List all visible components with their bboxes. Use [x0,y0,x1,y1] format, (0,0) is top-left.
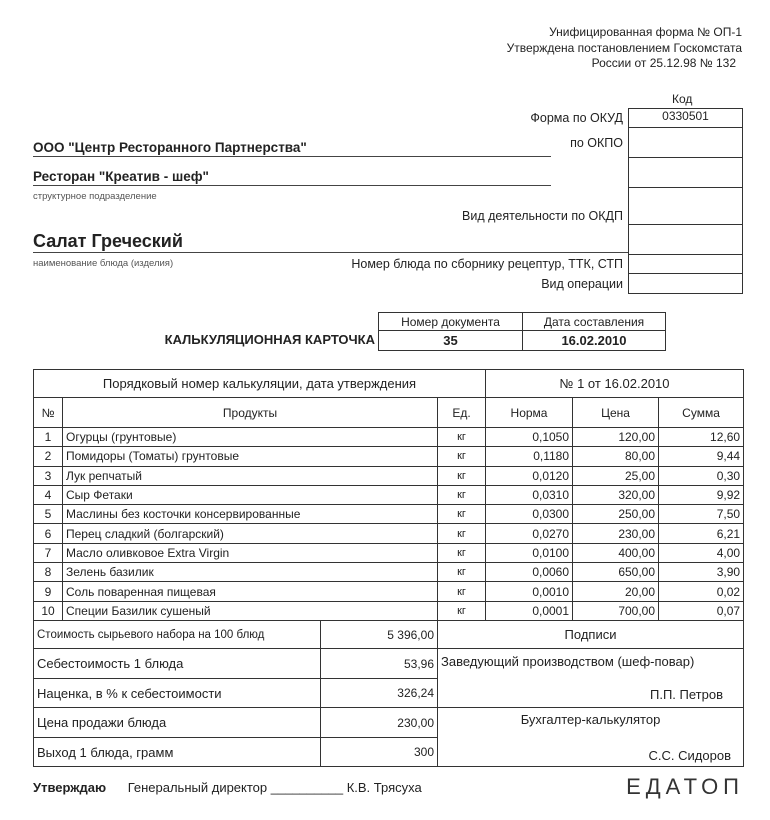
product-name: Специи Базилик сушеный [63,601,438,620]
price: 25,00 [573,466,659,485]
doc-number: 35 [379,331,523,351]
sum: 9,92 [659,485,744,504]
unit: кг [438,505,486,524]
okpo-label: по ОКПО [570,136,623,150]
norm: 0,0100 [486,543,573,562]
sum: 0,07 [659,601,744,620]
product-name: Маслины без косточки консервированные [63,505,438,524]
total-label: Себестоимость 1 блюда [34,649,321,679]
norm: 0,0010 [486,582,573,601]
norm: 0,0300 [486,505,573,524]
price: 20,00 [573,582,659,601]
doc-date: 16.02.2010 [523,331,666,351]
unit: кг [438,428,486,447]
totals-table [33,620,744,767]
doc-title: КАЛЬКУЛЯЦИОННАЯ КАРТОЧКА [164,332,375,347]
okdp-value [629,188,742,225]
row-number: 4 [34,485,63,504]
product-name: Перец сладкий (болгарский) [63,524,438,543]
code-title: Код [672,92,693,106]
col-header: № [34,398,63,428]
dish-no-label: Номер блюда по сборнику рецептур, ТТК, СТП [351,257,623,271]
director-name: К.В. Трясуха [346,780,422,795]
row-number: 7 [34,543,63,562]
director-role: Генеральный директор [127,780,268,795]
total-value: 326,24 [321,679,438,708]
product-name: Огурцы (грунтовые) [63,428,438,447]
table-row [34,485,744,504]
org-name: ООО "Центр Ресторанного Партнерства" [33,140,307,155]
form-approval: Утверждена постановлением Госкомстата [506,40,742,55]
total-value: 53,96 [321,649,438,679]
calc-value: № 1 от 16.02.2010 [486,370,744,398]
sum: 9,44 [659,447,744,466]
operation-label: Вид операции [541,277,623,291]
accountant-signature [438,708,744,767]
table-row [34,447,744,466]
total-label: Наценка, в % к себестоимости [34,679,321,708]
table-header [34,398,744,428]
form-number: Унифицированная форма № ОП-1 [549,25,742,39]
product-name: Зелень базилик [63,563,438,582]
chef-signature [438,649,744,708]
divider [33,156,551,157]
accountant-role: Бухгалтер-калькулятор [520,712,661,727]
price: 250,00 [573,505,659,524]
division-caption: структурное подразделение [33,191,157,202]
row-number: 2 [34,447,63,466]
sum: 0,30 [659,466,744,485]
price: 700,00 [573,601,659,620]
unit: кг [438,524,486,543]
unit: кг [438,466,486,485]
unit: кг [438,543,486,562]
chef-name: П.П. Петров [650,687,723,702]
sum: 3,90 [659,563,744,582]
row-number: 3 [34,466,63,485]
table-row [34,543,744,562]
table-row [34,428,744,447]
okpo-value [629,128,742,158]
sum: 7,50 [659,505,744,524]
col-header: Сумма [659,398,744,428]
approval-line [33,780,422,795]
accountant-name: С.С. Сидоров [648,748,731,763]
row-number: 9 [34,582,63,601]
unit: кг [438,582,486,601]
chef-role: Заведующий производством (шеф-повар) [441,654,695,669]
total-value: 230,00 [321,708,438,738]
col-header: Продукты [63,398,438,428]
sum: 6,21 [659,524,744,543]
row-number: 8 [34,563,63,582]
doc-date-label: Дата составления [523,313,666,331]
code-box [628,108,743,294]
unit: кг [438,563,486,582]
total-label: Стоимость сырьевого набора на 100 блюд [34,621,321,649]
product-name: Лук репчатый [63,466,438,485]
dish-caption: наименование блюда (изделия) [33,258,174,269]
norm: 0,0120 [486,466,573,485]
price: 400,00 [573,543,659,562]
price: 320,00 [573,485,659,504]
brand-logo: ЕДАТОП [626,774,744,799]
norm: 0,1180 [486,447,573,466]
table-row [34,582,744,601]
division-name: Ресторан "Креатив - шеф" [33,169,209,184]
price: 120,00 [573,428,659,447]
divider [33,185,551,186]
table-row [34,466,744,485]
norm: 0,0270 [486,524,573,543]
sum: 12,60 [659,428,744,447]
unit: кг [438,485,486,504]
row-number: 10 [34,601,63,620]
table-row [34,505,744,524]
col-header: Норма [486,398,573,428]
norm: 0,0001 [486,601,573,620]
sum: 0,02 [659,582,744,601]
norm: 0,0060 [486,563,573,582]
signatures-title: Подписи [438,621,744,649]
dish-name: Салат Греческий [33,231,183,251]
price: 650,00 [573,563,659,582]
sum: 4,00 [659,543,744,562]
approve-label: Утверждаю [33,780,107,795]
unit: кг [438,601,486,620]
col-header: Ед. [438,398,486,428]
code-cell [629,158,742,188]
table-row [34,601,744,620]
products-table [33,369,744,621]
product-name: Сыр Фетаки [63,485,438,504]
code-cell [629,225,742,255]
okud-label: Форма по ОКУД [530,111,623,125]
product-name: Помидоры (Томаты) грунтовые [63,447,438,466]
form-approval-date: России от 25.12.98 № 132 [591,56,736,70]
divider [33,252,628,253]
form-header [507,25,742,72]
operation-value [629,274,742,293]
table-row [34,563,744,582]
norm: 0,0310 [486,485,573,504]
product-name: Масло оливковое Extra Virgin [63,543,438,562]
total-label: Выход 1 блюда, грамм [34,738,321,767]
row-number: 1 [34,428,63,447]
total-label: Цена продажи блюда [34,708,321,738]
doc-number-label: Номер документа [379,313,523,331]
product-name: Соль поваренная пищевая [63,582,438,601]
total-value: 5 396,00 [321,621,438,649]
dish-no-value [629,255,742,274]
okdp-label: Вид деятельности по ОКДП [462,209,623,223]
calc-label: Порядковый номер калькуляции, дата утверждения [34,370,486,398]
row-number: 5 [34,505,63,524]
unit: кг [438,447,486,466]
price: 80,00 [573,447,659,466]
price: 230,00 [573,524,659,543]
norm: 0,1050 [486,428,573,447]
table-row [34,524,744,543]
col-header: Цена [573,398,659,428]
signature-blank: __________ [270,780,344,795]
row-number: 6 [34,524,63,543]
total-value: 300 [321,738,438,767]
okud-value: 0330501 [629,109,742,128]
doc-info-table [378,312,666,351]
